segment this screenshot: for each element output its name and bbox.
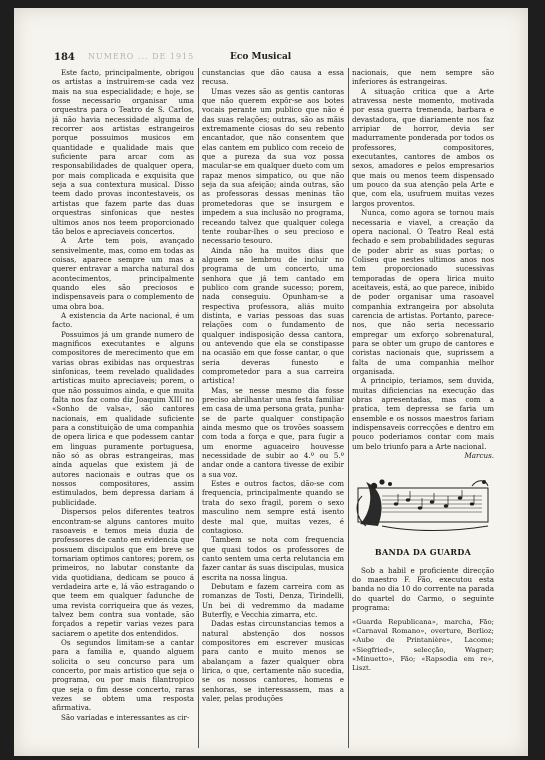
paragraph: A principio, teriamos, sem duvida, muitas dificiencias na execução das obras apresentadas, mas com a pratica, tem depressa se faria um ensemble e os nossos maestros fariam indispensaveis correcções e dentro em pouco poderiamos contar com mais um belo triunfo para a Arte nacional.: [352, 376, 494, 451]
column-divider: [198, 68, 199, 748]
paragraph: Dispersos pelos diferentes teatros encontram-se alguns cantores muito rasoaveis e temos meia duzia de professores de canto em evidencia que possuem discipulos que em breve se tornariam optimos cantores; porem, os primeiros, no labutar constante da vida quotidiana, dedicam se pouco á verdadeira arte e, lá vão estragando o que teem em qualquer fadunche de uma revista corriqueira que ás vezes, talvez bem contra sua vontade, são forçados a repetir varias vezes para saciarem o apetite dos entendidos.: [52, 507, 194, 638]
paragraph: A Arte tem pois, avançado sensivelmente, mas, como em todas as coisas, aparece sempre um mas a querer entravar a marcha natural dos acontecimentos, principalmente quando eles são preciosos e indispensaveis para o complemento de uma obra boa.: [52, 236, 194, 311]
paragraph: Debutam e fazem carreira com as romanzas de Tosti, Denza, Tirindelli, Un bei di vedremmo da madame Buterfly, e Vecchia zimarra, etc.: [202, 581, 344, 619]
paragraph: Nunca, como agora se tornou mais necessaria e viavel, a creação da opera nacional. O Teatro Real está fechado e sem probabilidades seguras de poder abrir as suas portas; o Coliseu que nestes ultimos anos nos tem proporcionado sucessivas temporadas de opera lirica muito aceitaveis, está, ao que parece, inibido de poder organisar uma rasoavel companhia extrangeira por absoluta carencia de artistas. Portanto, parece-nos, que não seria necessario empregar um exforço sobrenatural, para se obter um grupo de cantores e coristas nacionais que, suprissem a falta de uma companhia melhor organisada.: [352, 208, 494, 376]
article-title: BANDA DA GUARDA: [374, 547, 472, 558]
paragraph: Tambem se nota com frequencia que quasi todos os professores de canto sentem uma certa relutancia em fazer cantar ás suas discipulas, musica escrita na nossa lingua.: [202, 535, 344, 582]
column-1: [52, 68, 194, 748]
publication-title: Eco Musical: [230, 52, 292, 62]
newspaper-page: [14, 8, 528, 756]
paragraph: São variadas e interessantes as cir-: [61, 712, 190, 722]
paragraph: Umas vezes são as gentis cantoras que não querem expôr-se aos botes vocais perante um publico que não é das suas relações; outras, são as mãis extremamente ciosas do seu rebento encantador, que não consentem que elas cantem em publico com receio de que a pureza da sua voz possa macular-se em qualquer dueto com um rapaz menos simpatico, ou que não seja da sua afeição; ainda outras, são as professoras dessas meninas tão prometedoras que se insurgem e impedem a sua inclusão no programa, receando talvez que qualquer colega tente roubar-lhes o seu precioso e necessario tesouro.: [202, 86, 344, 246]
paragraph: Este facto, principalmente, obrigou os artistas a instruirem-se cada vez mais na sua especialidade; e hoje, se fosse necessario organisar uma orquestra para o Teatro de S. Carlos, já não havia necessidade alguma de recorrer aos artistas estrangeiros porque possuimos musicos em quantidade e qualidade mais que suficiente para arcar com as responsabilidades de qualquer opera, por mais complicada e exquisita que seja a sua contextura musical. Disso teem dado provas incontestaveis, os artistas que fazem parte das duas orquestras sinfonicas que nestes ultimos anos nos teem proporcionado tão belos e apreciaveis concertos.: [52, 68, 194, 236]
paragraph: Sob a habil e proficiente direcção do maestro F. Fão, executou esta banda no dia 10 do corrente na parada do quartel do Carmo, o seguinte programa:: [352, 565, 494, 613]
text-columns: [52, 68, 494, 748]
author-signature: Marcus.: [464, 451, 494, 461]
concert-program: «Guarda Republicana», marcha, Fão; «Carnaval Romano», overture, Berlioz; «Aube de Printanière», Lacome; «Siegfried», selecção, Wagner; «Minuetto», Fão; «Rapsodia em re», Liszt.: [352, 617, 494, 673]
paragraph: Mas, se nesse mesmo dia fosse preciso abrilhantar uma festa familiar em casa de uma persona grata, punha-se de parte qualquer constipação ainda mesmo que os trovões soassem com toda a força e que, para fugir a um enorme aguaceiro houvesse necessidade de subir ao 4.º ou 5.º andar onde a cantora tivesse de exibir a sua voz.: [202, 385, 344, 479]
paragraph: Os segundos limitam-se a cantar para a familia e, quando alguem solicita o seu concurso para um concerto, por mais artistico que seja o programa, ou por mais filantropico que seja o fim desse concerto, raras vezes se obtem uma resposta afirmativa.: [52, 637, 194, 713]
paragraph: Ainda não ha muitos dias que alguem se lembrou de incluir no programa de um concerto, uma senhora que já tem cantado em publico com grande sucesso; porem, nada conseguiu. Opunham-se a respectiva professora, aliás muito distinta, e varias pessoas das suas relações com o fundamento de qualquer indisposição dessa cantora, ou antevendo que ela se constipasse na ocasião em que fosse cantar, o que seria deveras funesto e comprometedor para a sua carreira artistica!: [202, 245, 344, 386]
column-divider: [348, 68, 349, 748]
paragraph: cunstancias que dão causa a essa recusa.: [202, 68, 344, 87]
column-3: [352, 68, 494, 748]
paragraph: A existencia da Arte nacional, é um facto.: [52, 310, 194, 330]
page-number: 184: [54, 52, 75, 63]
music-ornament-illustration: [352, 474, 494, 536]
paragraph: nacionais, que nem sempre são inferiores ás estrangeiras.: [352, 68, 494, 87]
paragraph: A situação critica que a Arte atravessa neste momento, motivada por essa guerra tremenda, barbara e devastadora, que diariamente nos faz arripiar de horror, devia ser madurramente ponderada por todos os professores, compositores, executantes, cantores de ambos os sexos, amadores e pelos empresarios que mais ou menos teem dispensado um pouco da sua atenção pela Arte e que, com ela, usufruem muitas vezes largos proventos.: [352, 86, 494, 208]
paragraph: Estes e outros factos, dão-se com frequencia, principalmente quando se trata do sexo fragil, porem o sexo masculino nem sempre está isento deste mal que, muitas vezes, é contagioso.: [202, 479, 344, 535]
page-header: [54, 52, 488, 64]
column-2: [202, 68, 344, 748]
paragraph: Dadas estas circunstancias temos a natural abstenção dos nossos compositores em escrever musicas para canto e muito menos se abalançam a fazer qualquer obra lirica, o que, certamente não sucedia, se os nossos cantores, homens e senhoras, se interessassem, mas a valer, pelas produções: [202, 619, 344, 704]
paragraph: Possuimos já um grande numero de magnificos executantes e alguns compositores de merecimento que em varias obras exibidas nas orquestras sinfonicas, teem revelado qualidades artisticas muito apreciaveis; porem, o que não possuimos ainda, e que muita falta nos faz como diz Joaquim XIII no «Sonho de valsa», são cantores nacionais, em qualidade suficiente para a constituição de uma companhia de opera lirica e que podessem cantar em linguas puramente portuguesa, não só as obras estrangeiras, mas ainda aquelas que existem já de autores nacionais e outras que os nossos compositores, assim estimulados, bem depressa dariam á publicidade.: [52, 329, 194, 507]
faint-bleed-through-heading: NUMERO ... DE 1915: [88, 52, 195, 61]
